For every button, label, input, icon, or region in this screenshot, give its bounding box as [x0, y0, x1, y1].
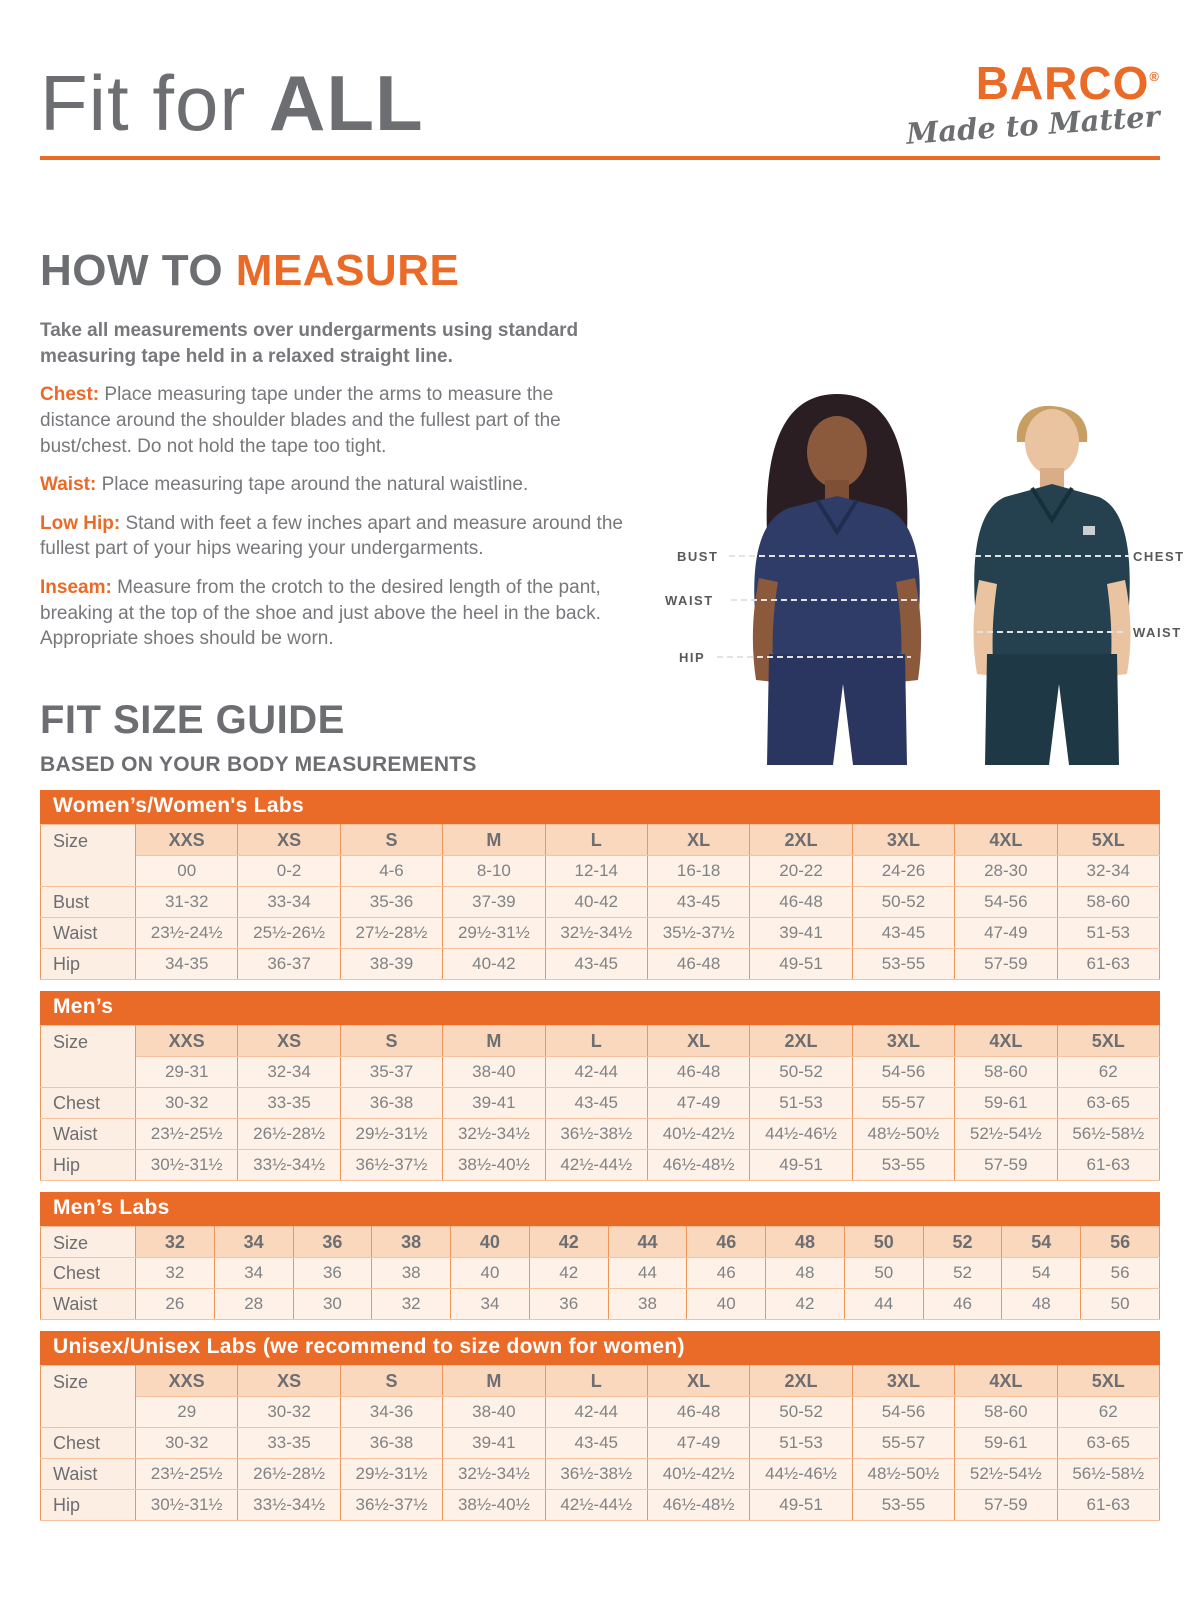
size-table [40, 1365, 1160, 1521]
row-label-cell: Hip [41, 1150, 136, 1181]
size-column-header: 38 [372, 1227, 451, 1258]
models-photo [655, 380, 1190, 765]
brand-wordmark: BARCO [975, 57, 1150, 109]
measurement-cell: 36½-37½ [340, 1490, 442, 1521]
measure-text-inseam: Measure from the crotch to the desired length of the pant, breaking at the top of the shoe and just above the heel in the back. Appropriate shoes should be worn. [40, 577, 601, 650]
measurement-cell: 46½-48½ [647, 1150, 749, 1181]
size-table-title-bar: Unisex/Unisex Labs (we recommend to size down for women) [40, 1331, 1160, 1365]
measurement-cell: 44½-46½ [750, 1119, 852, 1150]
measurement-cell: 47-49 [647, 1428, 749, 1459]
measurement-cell: 26½-28½ [238, 1119, 340, 1150]
measurement-cell: 29½-31½ [340, 1459, 442, 1490]
measurement-cell: 56½-58½ [1057, 1119, 1159, 1150]
measure-label-lowhip: Low Hip: [40, 512, 121, 534]
measure-item-inseam [40, 575, 628, 652]
measure-label-inseam: Inseam: [40, 577, 112, 599]
size-column-header: 5XL [1057, 825, 1159, 856]
measurement-cell: 36-38 [340, 1088, 442, 1119]
registered-mark-icon: ® [1149, 69, 1160, 84]
measurement-cell: 23½-25½ [136, 1459, 238, 1490]
size-column-header: 5XL [1057, 1366, 1159, 1397]
fit-size-guide-subheading: BASED ON YOUR BODY MEASUREMENTS [40, 753, 477, 777]
measurement-cell: 34 [451, 1289, 530, 1320]
table-row [41, 1119, 1160, 1150]
measurement-cell: 42 [766, 1289, 845, 1320]
measurement-cell: 43-45 [545, 949, 647, 980]
table-row [41, 887, 1160, 918]
measurement-cell: 29½-31½ [443, 918, 545, 949]
waist-left-label: WAIST [665, 593, 714, 608]
measurement-cell: 30 [293, 1289, 372, 1320]
numeric-size-cell: 29-31 [136, 1057, 238, 1088]
size-column-header: 3XL [852, 1026, 954, 1057]
size-column-header: 40 [451, 1227, 530, 1258]
size-column-header: 44 [608, 1227, 687, 1258]
measurement-cell: 42 [529, 1258, 608, 1289]
numeric-size-cell: 38-40 [443, 1057, 545, 1088]
page-title [40, 56, 424, 147]
measurement-cell: 36 [293, 1258, 372, 1289]
numeric-size-cell: 38-40 [443, 1397, 545, 1428]
size-column-header: 5XL [1057, 1026, 1159, 1057]
measurement-cell: 34 [214, 1258, 293, 1289]
size-table-title-bar: Women’s/Women's Labs [40, 790, 1160, 824]
heading-orange-part: MEASURE [235, 246, 460, 295]
row-label-cell: Chest [41, 1088, 136, 1119]
measurement-cell: 33-35 [238, 1428, 340, 1459]
size-column-header: 50 [844, 1227, 923, 1258]
numeric-size-cell: 35-37 [340, 1057, 442, 1088]
measurement-cell: 59-61 [955, 1088, 1057, 1119]
size-table-section-0 [40, 790, 1160, 980]
table-row [41, 1459, 1160, 1490]
numeric-size-cell: 20-22 [750, 856, 852, 887]
table-row [41, 1289, 1160, 1320]
numeric-size-cell: 32-34 [1057, 856, 1159, 887]
measurement-cell: 23½-25½ [136, 1119, 238, 1150]
numeric-size-cell: 16-18 [647, 856, 749, 887]
measurement-cell: 59-61 [955, 1428, 1057, 1459]
size-column-header: L [545, 825, 647, 856]
measurement-cell: 43-45 [852, 918, 954, 949]
measurement-cell: 32½-34½ [545, 918, 647, 949]
measurement-cell: 51-53 [750, 1428, 852, 1459]
measurement-cell: 46 [923, 1289, 1002, 1320]
measurement-cell: 46½-48½ [647, 1490, 749, 1521]
measurement-cell: 57-59 [955, 1150, 1057, 1181]
size-column-header: XL [647, 1366, 749, 1397]
size-column-header: S [340, 1366, 442, 1397]
size-column-header: 36 [293, 1227, 372, 1258]
measurement-cell: 57-59 [955, 1490, 1057, 1521]
measurement-cell: 61-63 [1057, 1150, 1159, 1181]
size-column-header: 4XL [955, 1026, 1057, 1057]
measurement-cell: 40 [451, 1258, 530, 1289]
measurement-cell: 53-55 [852, 1490, 954, 1521]
waist-right-label: WAIST [1133, 625, 1182, 640]
row-label-cell: Chest [41, 1258, 136, 1289]
measurement-cell: 36-38 [340, 1428, 442, 1459]
measurement-cell: 36½-37½ [340, 1150, 442, 1181]
size-column-header: 4XL [955, 825, 1057, 856]
size-column-header: 4XL [955, 1366, 1057, 1397]
measurement-cell: 40-42 [443, 949, 545, 980]
chest-label: CHEST [1133, 549, 1185, 564]
size-column-header: M [443, 1366, 545, 1397]
measurement-cell: 44½-46½ [750, 1459, 852, 1490]
measurement-cell: 33½-34½ [238, 1490, 340, 1521]
size-column-header: 56 [1081, 1227, 1160, 1258]
measurement-cell: 52½-54½ [955, 1459, 1057, 1490]
size-column-header: 34 [214, 1227, 293, 1258]
measurement-cell: 47-49 [955, 918, 1057, 949]
size-table-title-bar: Men’s [40, 991, 1160, 1025]
size-table-title-bar: Men’s Labs [40, 1192, 1160, 1226]
size-column-header: XXS [136, 825, 238, 856]
measurement-cell: 61-63 [1057, 1490, 1159, 1521]
size-column-header: 2XL [750, 1366, 852, 1397]
measurement-cell: 54-56 [955, 887, 1057, 918]
measurement-cell: 53-55 [852, 1150, 954, 1181]
measure-intro: Take all measurements over undergarments using standard measuring tape held in a relaxed straight line. [40, 320, 579, 367]
size-column-header: 52 [923, 1227, 1002, 1258]
numeric-size-cell: 4-6 [340, 856, 442, 887]
measurement-cell: 56½-58½ [1057, 1459, 1159, 1490]
brand-tagline: Made to Matter [905, 99, 1161, 151]
measurement-cell: 61-63 [1057, 949, 1159, 980]
measurement-cell: 49-51 [750, 1490, 852, 1521]
measure-item-waist [40, 472, 628, 498]
row-label-cell: Waist [41, 918, 136, 949]
measurement-cell: 48½-50½ [852, 1119, 954, 1150]
heading-gray-part: HOW TO [40, 246, 236, 295]
measurement-cell: 40-42 [545, 887, 647, 918]
measure-instructions [40, 318, 628, 652]
numeric-size-cell: 46-48 [647, 1057, 749, 1088]
size-column-header: 3XL [852, 825, 954, 856]
measurement-cell: 48 [1002, 1289, 1081, 1320]
numeric-size-cell: 58-60 [955, 1397, 1057, 1428]
measure-label-chest: Chest: [40, 384, 100, 406]
row-label-cell: Bust [41, 887, 136, 918]
numeric-size-cell: 24-26 [852, 856, 954, 887]
brand-logo [905, 56, 1161, 151]
measurement-cell: 33-35 [238, 1088, 340, 1119]
header-divider [40, 156, 1160, 160]
hip-label: HIP [679, 650, 706, 665]
measurement-cell: 36½-38½ [545, 1459, 647, 1490]
measurement-cell: 36½-38½ [545, 1119, 647, 1150]
measurement-cell: 29½-31½ [340, 1119, 442, 1150]
measurement-cell: 30½-31½ [136, 1150, 238, 1181]
measurement-cell: 33½-34½ [238, 1150, 340, 1181]
measurement-cell: 31-32 [136, 887, 238, 918]
row-label-cell: Waist [41, 1119, 136, 1150]
size-column-header: L [545, 1026, 647, 1057]
measurement-cell: 32 [136, 1258, 215, 1289]
size-column-header: S [340, 1026, 442, 1057]
page-title-bold: ALL [269, 59, 424, 147]
measurement-cell: 32 [372, 1289, 451, 1320]
measurement-cell: 35½-37½ [647, 918, 749, 949]
numeric-size-cell: 46-48 [647, 1397, 749, 1428]
row-label-cell: Chest [41, 1428, 136, 1459]
size-column-header: 48 [766, 1227, 845, 1258]
numeric-size-cell: 42-44 [545, 1057, 647, 1088]
table-row [41, 1258, 1160, 1289]
measurement-cell: 34-35 [136, 949, 238, 980]
measure-text-chest: Place measuring tape under the arms to measure the distance around the shoulder blades and the fullest part of the bust/chest. Do not hold the tape too tight. [40, 384, 561, 457]
row-label-cell: Hip [41, 949, 136, 980]
numeric-size-cell: 32-34 [238, 1057, 340, 1088]
size-header-cell: Size [41, 1366, 136, 1428]
numeric-size-cell: 29 [136, 1397, 238, 1428]
measure-item-lowhip [40, 511, 628, 562]
measurement-cell: 54 [1002, 1258, 1081, 1289]
measurement-cell: 48½-50½ [852, 1459, 954, 1490]
table-row [41, 1088, 1160, 1119]
measurement-cell: 50 [1081, 1289, 1160, 1320]
measurement-cell: 55-57 [852, 1428, 954, 1459]
size-column-header: 54 [1002, 1227, 1081, 1258]
numeric-size-cell: 0-2 [238, 856, 340, 887]
measurement-cell: 36-37 [238, 949, 340, 980]
measurement-cell: 43-45 [545, 1088, 647, 1119]
size-table [40, 824, 1160, 980]
measurement-cell: 30-32 [136, 1428, 238, 1459]
measurement-cell: 35-36 [340, 887, 442, 918]
measurement-cell: 33-34 [238, 887, 340, 918]
size-column-header: 2XL [750, 1026, 852, 1057]
numeric-size-cell: 42-44 [545, 1397, 647, 1428]
measurement-cell: 38½-40½ [443, 1490, 545, 1521]
measurement-cell: 32½-34½ [443, 1119, 545, 1150]
size-table-section-3 [40, 1331, 1160, 1521]
measurement-cell: 43-45 [647, 887, 749, 918]
measurement-cell: 55-57 [852, 1088, 954, 1119]
man-model [973, 406, 1130, 765]
measurement-cell: 63-65 [1057, 1428, 1159, 1459]
size-column-header: 32 [136, 1227, 215, 1258]
size-table [40, 1226, 1160, 1320]
measurement-cell: 57-59 [955, 949, 1057, 980]
measurement-cell: 39-41 [443, 1428, 545, 1459]
measurement-cell: 56 [1081, 1258, 1160, 1289]
size-column-header: S [340, 825, 442, 856]
measurement-cell: 40½-42½ [647, 1119, 749, 1150]
measurement-cell: 50 [844, 1258, 923, 1289]
measurement-cell: 51-53 [1057, 918, 1159, 949]
size-header-cell: Size [41, 1026, 136, 1088]
measurement-cell: 38½-40½ [443, 1150, 545, 1181]
size-column-header: XL [647, 825, 749, 856]
measurement-cell: 50-52 [852, 887, 954, 918]
measurement-cell: 36 [529, 1289, 608, 1320]
measurement-cell: 32½-34½ [443, 1459, 545, 1490]
numeric-size-cell: 54-56 [852, 1397, 954, 1428]
measure-text-lowhip: Stand with feet a few inches apart and measure around the fullest part of your hips wearing your undergarments. [40, 512, 623, 560]
row-label-cell: Waist [41, 1459, 136, 1490]
size-tables [40, 790, 1160, 1521]
numeric-size-cell: 54-56 [852, 1057, 954, 1088]
size-column-header: 42 [529, 1227, 608, 1258]
measurement-cell: 46-48 [647, 949, 749, 980]
measurement-cell: 44 [844, 1289, 923, 1320]
size-column-header: 2XL [750, 825, 852, 856]
size-column-header: XXS [136, 1366, 238, 1397]
measurement-cell: 39-41 [750, 918, 852, 949]
size-column-header: XXS [136, 1026, 238, 1057]
how-to-measure-heading [40, 246, 1160, 296]
measurement-cell: 49-51 [750, 949, 852, 980]
measurement-cell: 38-39 [340, 949, 442, 980]
measure-text-waist: Place measuring tape around the natural waistline. [96, 474, 529, 496]
table-row [41, 1150, 1160, 1181]
woman-model [717, 394, 921, 765]
numeric-size-cell: 34-36 [340, 1397, 442, 1428]
measurement-cell: 47-49 [647, 1088, 749, 1119]
measurement-cell: 23½-24½ [136, 918, 238, 949]
measurement-cell: 28 [214, 1289, 293, 1320]
size-table-section-2 [40, 1192, 1160, 1320]
measurement-cell: 48 [766, 1258, 845, 1289]
size-column-header: L [545, 1366, 647, 1397]
size-column-header: XL [647, 1026, 749, 1057]
size-column-header: XS [238, 825, 340, 856]
measurement-cell: 26 [136, 1289, 215, 1320]
measurement-cell: 42½-44½ [545, 1150, 647, 1181]
size-column-header: 46 [687, 1227, 766, 1258]
bust-label: BUST [677, 549, 719, 564]
numeric-size-cell: 50-52 [750, 1057, 852, 1088]
size-header-cell: Size [41, 1227, 136, 1258]
measurement-cell: 52½-54½ [955, 1119, 1057, 1150]
page-header [40, 0, 1161, 151]
numeric-size-cell: 8-10 [443, 856, 545, 887]
table-row [41, 1428, 1160, 1459]
fit-size-guide-heading: FIT SIZE GUIDE [40, 698, 345, 743]
measurement-cell: 44 [608, 1258, 687, 1289]
table-row [41, 918, 1160, 949]
size-column-header: 3XL [852, 1366, 954, 1397]
size-table [40, 1025, 1160, 1181]
measurement-cell: 25½-26½ [238, 918, 340, 949]
measurement-cell: 46-48 [750, 887, 852, 918]
measurement-cell: 63-65 [1057, 1088, 1159, 1119]
numeric-size-cell: 58-60 [955, 1057, 1057, 1088]
numeric-size-cell: 12-14 [545, 856, 647, 887]
measure-label-waist: Waist: [40, 474, 97, 496]
page-title-light: Fit for [40, 59, 270, 147]
measurement-cell: 53-55 [852, 949, 954, 980]
measure-item-chest [40, 382, 628, 459]
scrubs-models-illustration [655, 380, 1190, 765]
measurement-cell: 39-41 [443, 1088, 545, 1119]
measurement-cell: 38 [372, 1258, 451, 1289]
numeric-size-cell: 00 [136, 856, 238, 887]
measurement-cell: 43-45 [545, 1428, 647, 1459]
size-table-section-1 [40, 991, 1160, 1181]
measurement-cell: 46 [687, 1258, 766, 1289]
size-column-header: XS [238, 1026, 340, 1057]
row-label-cell: Waist [41, 1289, 136, 1320]
numeric-size-cell: 62 [1057, 1057, 1159, 1088]
numeric-size-cell: 62 [1057, 1397, 1159, 1428]
row-label-cell: Hip [41, 1490, 136, 1521]
measurement-cell: 40½-42½ [647, 1459, 749, 1490]
measurement-cell: 38 [608, 1289, 687, 1320]
numeric-size-cell: 50-52 [750, 1397, 852, 1428]
brand-name [906, 57, 1160, 109]
measurement-cell: 27½-28½ [340, 918, 442, 949]
measurement-cell: 52 [923, 1258, 1002, 1289]
size-header-cell: Size [41, 825, 136, 887]
measurement-cell: 51-53 [750, 1088, 852, 1119]
size-column-header: M [443, 1026, 545, 1057]
measurement-cell: 42½-44½ [545, 1490, 647, 1521]
measurement-cell: 49-51 [750, 1150, 852, 1181]
numeric-size-cell: 28-30 [955, 856, 1057, 887]
numeric-size-cell: 30-32 [238, 1397, 340, 1428]
size-column-header: M [443, 825, 545, 856]
measurement-cell: 58-60 [1057, 887, 1159, 918]
measurement-cell: 30½-31½ [136, 1490, 238, 1521]
measurement-cell: 26½-28½ [238, 1459, 340, 1490]
size-column-header: XS [238, 1366, 340, 1397]
measurement-cell: 37-39 [443, 887, 545, 918]
measurement-cell: 40 [687, 1289, 766, 1320]
table-row [41, 1490, 1160, 1521]
table-row [41, 949, 1160, 980]
measurement-cell: 30-32 [136, 1088, 238, 1119]
